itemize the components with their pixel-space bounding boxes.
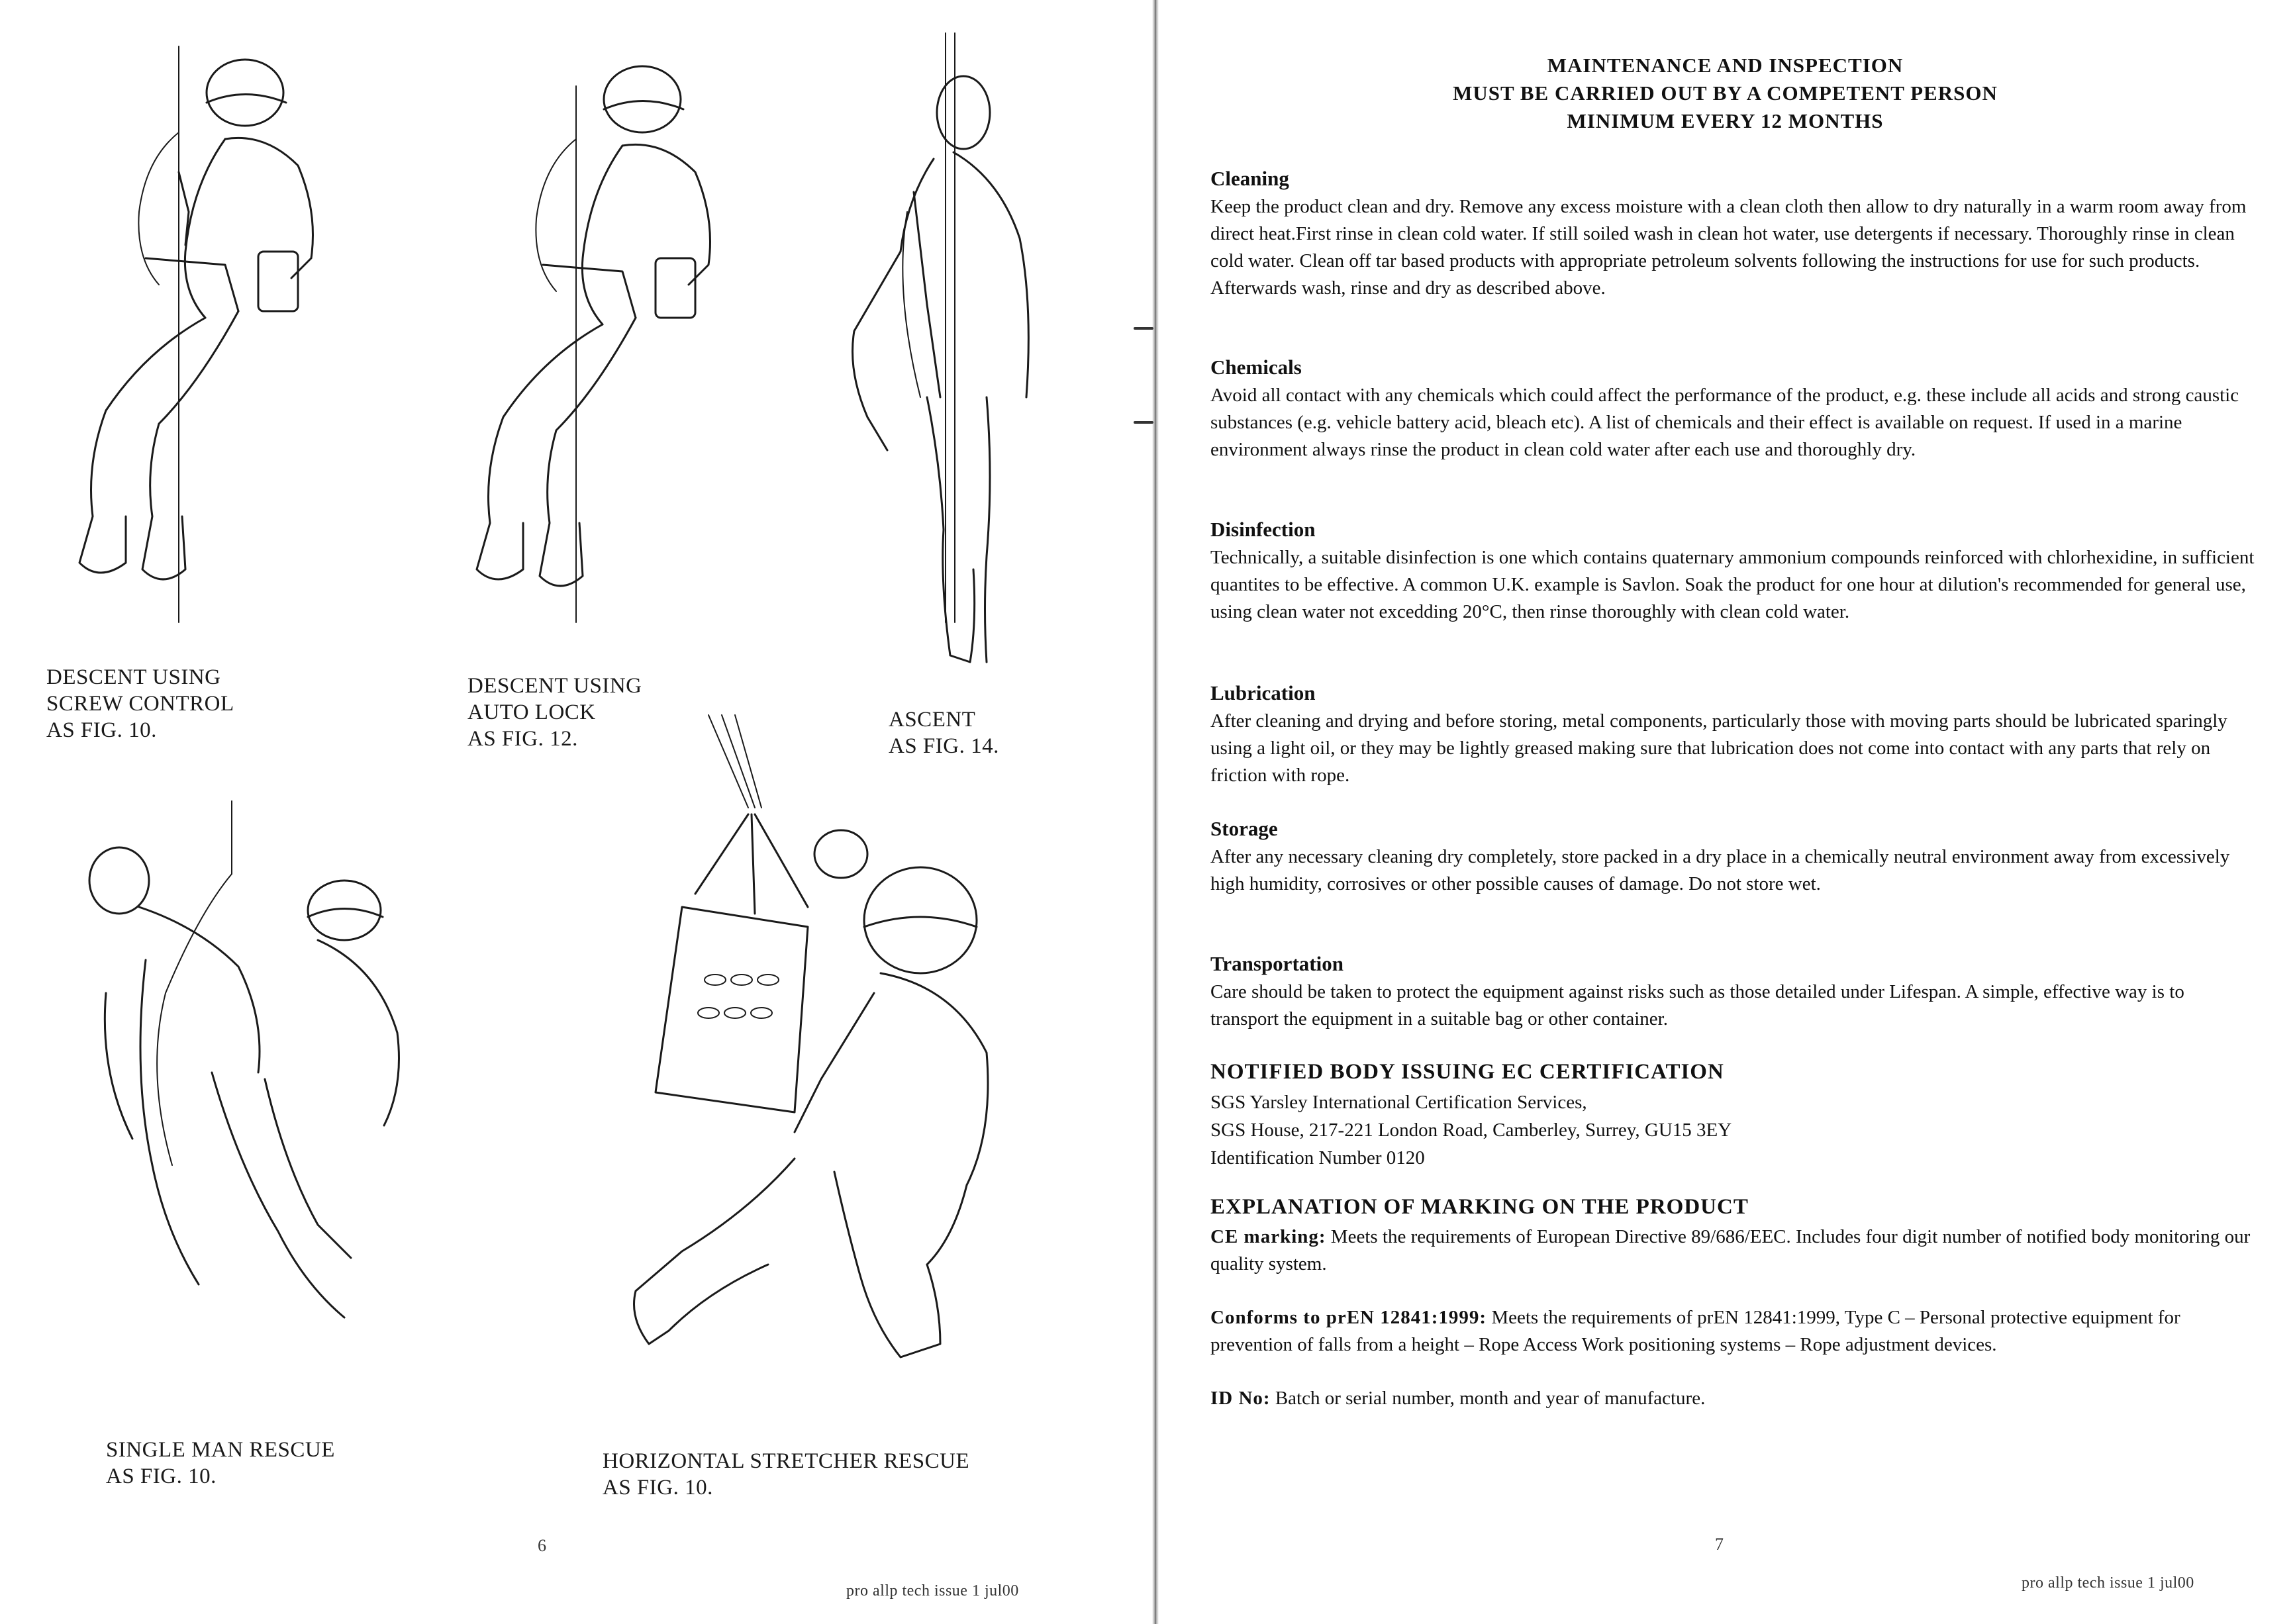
address-line: SGS House, 217-221 London Road, Camberley, Surrey, GU15 3EY	[1210, 1120, 1732, 1141]
caption-descent-screw-control: DESCENT USING SCREW CONTROL AS FIG. 10.	[46, 665, 234, 742]
section-title: Chemicals	[1210, 356, 1302, 379]
caption-descent-auto-lock: DESCENT USING AUTO LOCK AS FIG. 12.	[467, 674, 642, 751]
figure-descent-auto-lock	[411, 40, 755, 636]
spine-mark-bottom	[1134, 421, 1153, 424]
section-marking	[1210, 1193, 2257, 1412]
id-number-text: Batch or serial number, month and year of manufacture.	[1275, 1388, 1706, 1409]
page-number-right: 7	[1715, 1535, 1724, 1554]
id-number-label: ID No:	[1210, 1388, 1271, 1409]
figure-ascent	[828, 26, 1079, 689]
maintenance-heading: MAINTENANCE AND INSPECTION MUST BE CARRIED OUT BY A COMPETENT PERSON MINIMUM EVERY 12 MONTHS	[1453, 54, 1998, 132]
section-disinfection	[1210, 516, 2257, 626]
conforms-paragraph	[1210, 1304, 2257, 1359]
address-line: Identification Number 0120	[1210, 1147, 1425, 1169]
descent-auto-lock-illustration	[411, 40, 755, 636]
figure-single-man-rescue	[66, 794, 437, 1337]
caption-single-man-rescue: SINGLE MAN RESCUE AS FIG. 10.	[106, 1438, 335, 1488]
section-chemicals	[1210, 354, 2257, 463]
section-body: Keep the product clean and dry. Remove any excess moisture with a clean cloth then allow to dry naturally in a warm room away from direct heat.First rinse in clean cold water. If still soiled wash in clean hot water, use detergents if necessary. Thoroughly rinse in clean cold water. Clean off tar based products with appropriate petroleum solvents following the instructions for use for such products. Afterwards wash, rinse and dry as described above.	[1210, 196, 2247, 299]
single-man-rescue-illustration	[66, 794, 437, 1337]
figure-descent-screw-control	[26, 40, 371, 636]
section-body: Avoid all contact with any chemicals which could affect the performance of the product, e.g. these include all acids and strong caustic substances (e.g. vehicle battery acid, bleach etc). A list of chemicals and their effect is available on request. If used in a marine environment always rinse the product in clean cold water after each use and thoroughly dry.	[1210, 385, 2239, 460]
section-body: After cleaning and drying and before storing, metal components, particularly those with moving parts should be lubricated sparingly using a light oil, or they may be lightly greased making sure that lubrication does not come into contact with any parts that rely on friction with rope.	[1210, 710, 2227, 786]
section-body: After any necessary cleaning dry completely, store packed in a dry place in a chemically neutral environment away from excessively high humidity, corrosives or other possible causes of damage. Do not store wet.	[1210, 846, 2230, 894]
section-title: Lubrication	[1210, 681, 1316, 704]
horizontal-stretcher-rescue-illustration	[596, 708, 1046, 1410]
section-title: Transportation	[1210, 952, 1343, 975]
figure-horizontal-stretcher-rescue	[596, 708, 1046, 1410]
ce-marking-text: Meets the requirements of European Directive 89/686/EEC. Includes four digit number of notified body monitoring our quality system.	[1210, 1226, 2251, 1274]
footer-right: pro allp tech issue 1 jul00	[2022, 1574, 2194, 1592]
section-notified-body	[1210, 1058, 2257, 1172]
page-number-left: 6	[538, 1536, 546, 1555]
id-number-paragraph	[1210, 1385, 2257, 1412]
section-body: Care should be taken to protect the equipment against risks such as those detailed under Lifespan. A simple, effective way is to transport the equipment in a suitable bag or other container.	[1210, 981, 2184, 1029]
section-storage	[1210, 816, 2257, 898]
section-title: Cleaning	[1210, 167, 1289, 190]
right-page	[1155, 0, 2295, 1624]
descent-screw-control-illustration	[26, 40, 371, 636]
section-title: NOTIFIED BODY ISSUING EC CERTIFICATION	[1210, 1060, 1724, 1084]
section-title: EXPLANATION OF MARKING ON THE PRODUCT	[1210, 1195, 1749, 1219]
section-cleaning	[1210, 166, 2257, 302]
section-body: Technically, a suitable disinfection is one which contains quaternary ammonium compounds reinforced with chlorhexidine, in sufficient quantites to be effective. A common U.K. example is Savlon. Soak the product for one hour at dilution's recommended for general use, using clean water not excedding 20°C, then rinse thoroughly with clean cold water.	[1210, 547, 2255, 622]
spine-mark-top	[1134, 327, 1153, 330]
footer-left: pro allp tech issue 1 jul00	[846, 1582, 1019, 1600]
address-line: SGS Yarsley International Certification Services,	[1210, 1092, 1587, 1113]
ce-marking-paragraph	[1210, 1223, 2257, 1278]
section-title: Disinfection	[1210, 518, 1316, 541]
section-title: Storage	[1210, 817, 1278, 840]
ascent-illustration	[828, 26, 1079, 689]
conforms-text: Meets the requirements of prEN 12841:1999, Type C – Personal protective equipment for prevention of falls from a height – Rope Access Work positioning systems – Rope adjustment devices.	[1210, 1307, 2180, 1355]
section-lubrication	[1210, 680, 2257, 789]
section-transportation	[1210, 951, 2257, 1033]
conforms-label: Conforms to prEN 12841:1999:	[1210, 1307, 1487, 1328]
caption-horizontal-stretcher-rescue: HORIZONTAL STRETCHER RESCUE AS FIG. 10.	[603, 1449, 970, 1500]
caption-ascent: ASCENT AS FIG. 14.	[889, 708, 999, 758]
ce-marking-label: CE marking:	[1210, 1226, 1326, 1247]
